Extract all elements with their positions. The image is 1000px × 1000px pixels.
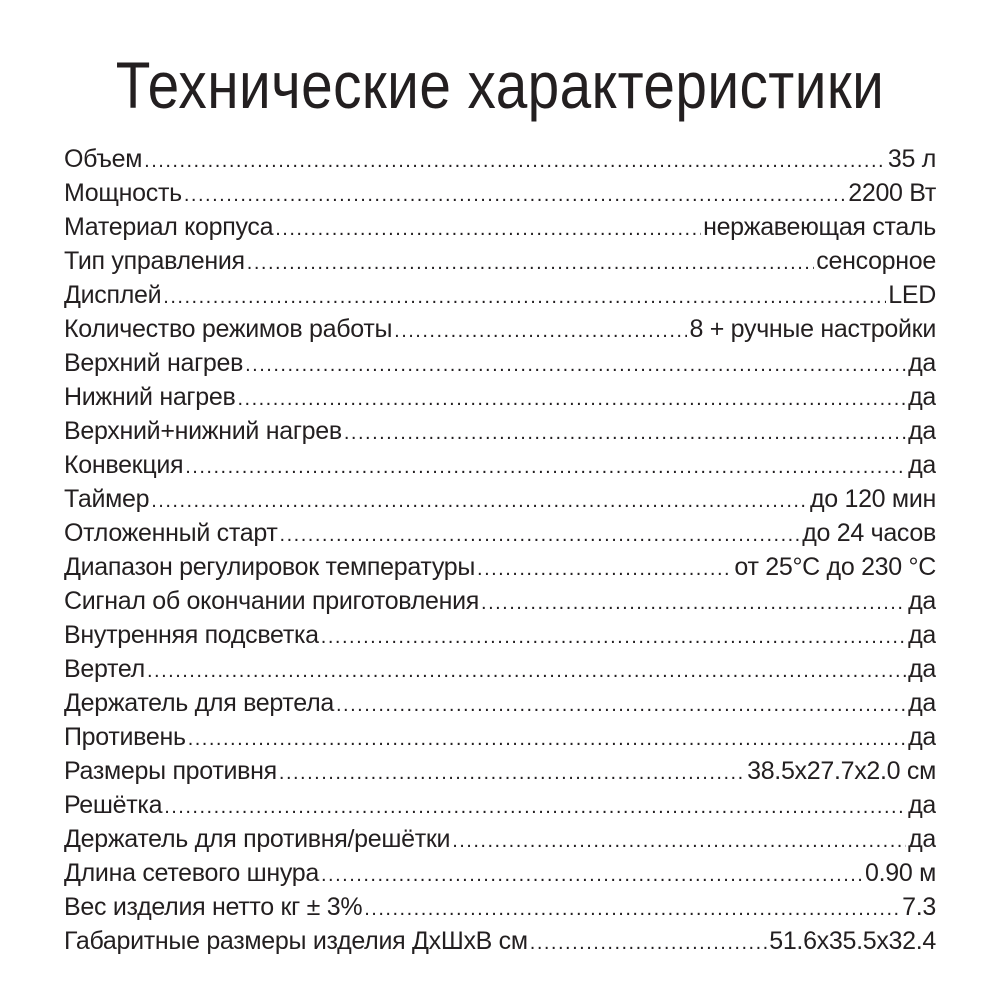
spec-value: 0.90 м: [865, 859, 936, 887]
spec-label: Вертел: [64, 655, 145, 683]
spec-value: до 24 часов: [802, 519, 936, 547]
dot-leader: [279, 756, 745, 788]
spec-label: Тип управления: [64, 247, 245, 275]
spec-row: [64, 856, 936, 890]
spec-label: Сигнал об окончании приготовления: [64, 587, 480, 615]
spec-value: да: [908, 621, 936, 649]
spec-row: [64, 686, 936, 720]
dot-leader: [163, 280, 886, 312]
spec-label: Длина сетевого шнура: [64, 859, 319, 887]
spec-value: нержавеющая сталь: [703, 213, 936, 241]
spec-value: 51.6х35.5х32.4: [769, 927, 936, 955]
spec-label: Решётка: [64, 791, 163, 819]
dot-leader: [364, 892, 900, 924]
spec-label: Держатель для вертела: [64, 689, 334, 717]
dot-leader: [151, 484, 808, 516]
spec-label: Держатель для противня/решётки: [64, 825, 451, 853]
spec-row: [64, 618, 936, 652]
spec-value: да: [908, 723, 936, 751]
spec-row: [64, 822, 936, 856]
dot-leader: [185, 450, 906, 482]
dot-leader: [530, 926, 767, 958]
spec-row: [64, 550, 936, 584]
dot-leader: [237, 382, 906, 414]
spec-label: Нижний нагрев: [64, 383, 236, 411]
spec-label: Дисплей: [64, 281, 162, 309]
spec-row: [64, 924, 936, 958]
spec-value: да: [908, 689, 936, 717]
spec-label: Количество режимов работы: [64, 315, 393, 343]
spec-row: [64, 516, 936, 550]
spec-value: 35 л: [887, 145, 936, 173]
spec-row: [64, 346, 936, 380]
spec-value: 2200 Вт: [848, 179, 936, 207]
dot-leader: [147, 654, 906, 686]
spec-label: Мощность: [64, 179, 182, 207]
spec-value: да: [908, 825, 936, 853]
spec-row: [64, 414, 936, 448]
spec-row: [64, 584, 936, 618]
spec-list: [64, 142, 936, 958]
spec-label: Верхний+нижний нагрев: [64, 417, 342, 445]
page-title: Технические характеристики: [115, 48, 885, 122]
spec-value: 8 + ручные настройки: [689, 315, 936, 343]
spec-row: [64, 482, 936, 516]
spec-row: [64, 210, 936, 244]
spec-label: Таймер: [64, 485, 150, 513]
dot-leader: [275, 212, 701, 244]
dot-leader: [394, 314, 687, 346]
dot-leader: [477, 552, 732, 584]
spec-row: [64, 448, 936, 482]
spec-label: Противень: [64, 723, 186, 751]
spec-row: [64, 176, 936, 210]
dot-leader: [188, 722, 906, 754]
spec-row: [64, 380, 936, 414]
dot-leader: [481, 586, 906, 618]
spec-label: Габаритные размеры изделия ДхШхВ см: [64, 927, 528, 955]
spec-label: Отложенный старт: [64, 519, 278, 547]
spec-value: от 25°С до 230 °С: [734, 553, 936, 581]
spec-row: [64, 278, 936, 312]
dot-leader: [344, 416, 906, 448]
dot-leader: [247, 246, 815, 278]
spec-row: [64, 890, 936, 924]
dot-leader: [144, 144, 886, 176]
spec-value: до 120 мин: [809, 485, 936, 513]
dot-leader: [280, 518, 801, 550]
spec-row: [64, 142, 936, 176]
spec-row: [64, 720, 936, 754]
dot-leader: [184, 178, 846, 210]
spec-value: сенсорное: [816, 247, 936, 275]
spec-label: Материал корпуса: [64, 213, 274, 241]
spec-value: да: [908, 383, 936, 411]
spec-value: да: [908, 349, 936, 377]
dot-leader: [245, 348, 906, 380]
spec-value: да: [908, 451, 936, 479]
spec-label: Объем: [64, 145, 143, 173]
spec-value: 38.5х27.7х2.0 см: [747, 757, 936, 785]
spec-label: Верхний нагрев: [64, 349, 244, 377]
dot-leader: [336, 688, 906, 720]
spec-label: Вес изделия нетто кг ± 3%: [64, 893, 363, 921]
spec-row: [64, 312, 936, 346]
dot-leader: [164, 790, 906, 822]
spec-row: [64, 244, 936, 278]
spec-value: да: [908, 791, 936, 819]
dot-leader: [321, 858, 863, 890]
spec-value: 7.3: [902, 893, 936, 921]
spec-row: [64, 652, 936, 686]
spec-row: [64, 754, 936, 788]
spec-value: да: [908, 655, 936, 683]
spec-label: Диапазон регулировок температуры: [64, 553, 476, 581]
spec-label: Внутренняя подсветка: [64, 621, 319, 649]
dot-leader: [321, 620, 906, 652]
spec-value: LED: [888, 281, 936, 309]
spec-value: да: [908, 587, 936, 615]
dot-leader: [452, 824, 906, 856]
spec-label: Конвекция: [64, 451, 184, 479]
spec-row: [64, 788, 936, 822]
spec-value: да: [908, 417, 936, 445]
spec-label: Размеры противня: [64, 757, 277, 785]
